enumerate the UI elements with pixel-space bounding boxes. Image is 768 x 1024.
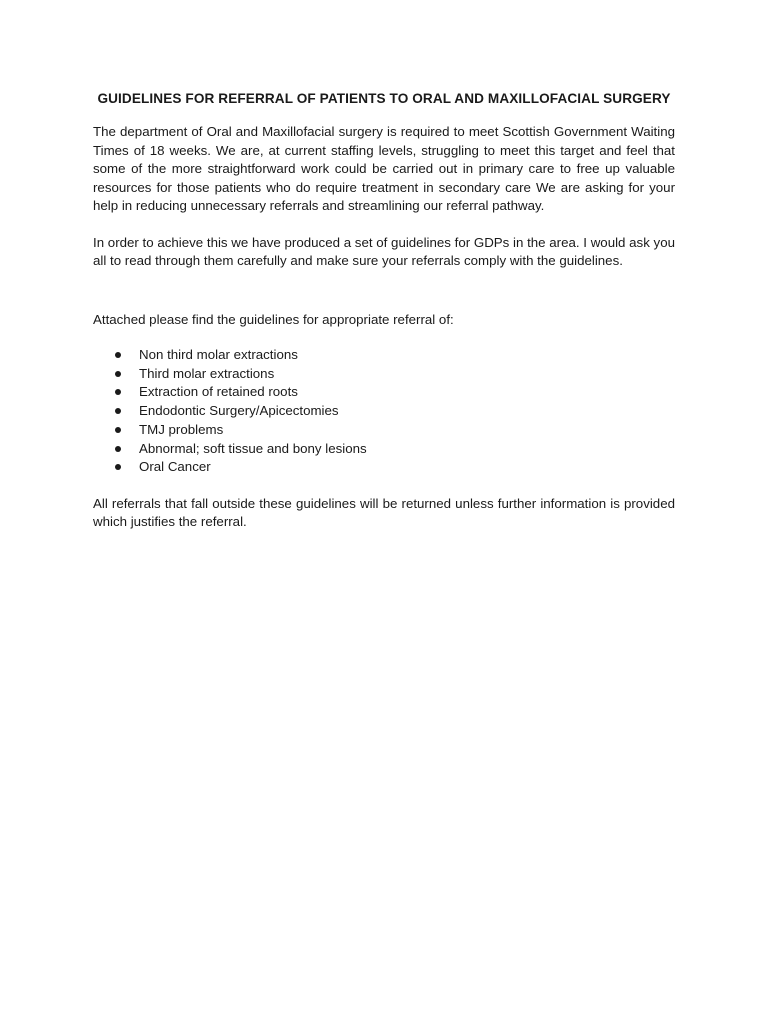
list-item-text: TMJ problems: [139, 421, 224, 437]
bullet-icon: [115, 352, 121, 358]
bullet-icon: [115, 446, 121, 452]
list-item: [93, 346, 675, 365]
list-item: [93, 421, 675, 440]
attached-paragraph: Attached please find the guidelines for appropriate referral of:: [93, 311, 454, 327]
bullet-icon: [115, 389, 121, 395]
list-item: [93, 440, 675, 459]
bullet-icon: [115, 464, 121, 470]
bullet-icon: [115, 427, 121, 433]
list-item: [93, 365, 675, 384]
bullet-icon: [115, 371, 121, 377]
list-item: [93, 402, 675, 421]
list-item: [93, 383, 675, 402]
document-title: GUIDELINES FOR REFERRAL OF PATIENTS TO ORAL AND MAXILLOFACIAL SURGERY: [97, 91, 671, 106]
document-body: [93, 88, 675, 532]
list-item-text: Extraction of retained roots: [139, 384, 298, 400]
closing-paragraph: All referrals that fall outside these guidelines will be returned unless further information is provided which justifies the referral.: [93, 495, 675, 530]
list-item-text: Endodontic Surgery/Apicectomies: [139, 403, 339, 419]
bullet-icon: [115, 408, 121, 414]
intro-paragraph: The department of Oral and Maxillofacial surgery is required to meet Scottish Government Waiting Times of 18 weeks. We are, at current staffing levels, struggling to meet this target and feel that some of the more straightforward work could be carried out in primary care to free up valuable resources for those patients who do require treatment in secondary care We are asking for your help in reducing unnecessary referrals and streamlining our referral pathway.: [93, 124, 675, 213]
guidelines-paragraph: In order to achieve this we have produced a set of guidelines for GDPs in the area. I would ask you all to read through them carefully and make sure your referrals comply with the guidelines.: [93, 234, 675, 268]
referral-categories-list: [93, 346, 675, 477]
list-item-text: Abnormal; soft tissue and bony lesions: [139, 440, 367, 456]
list-item-text: Third molar extractions: [139, 365, 275, 381]
list-item-text: Non third molar extractions: [139, 347, 298, 362]
list-item: [93, 458, 675, 477]
list-item-text: Oral Cancer: [139, 459, 211, 475]
